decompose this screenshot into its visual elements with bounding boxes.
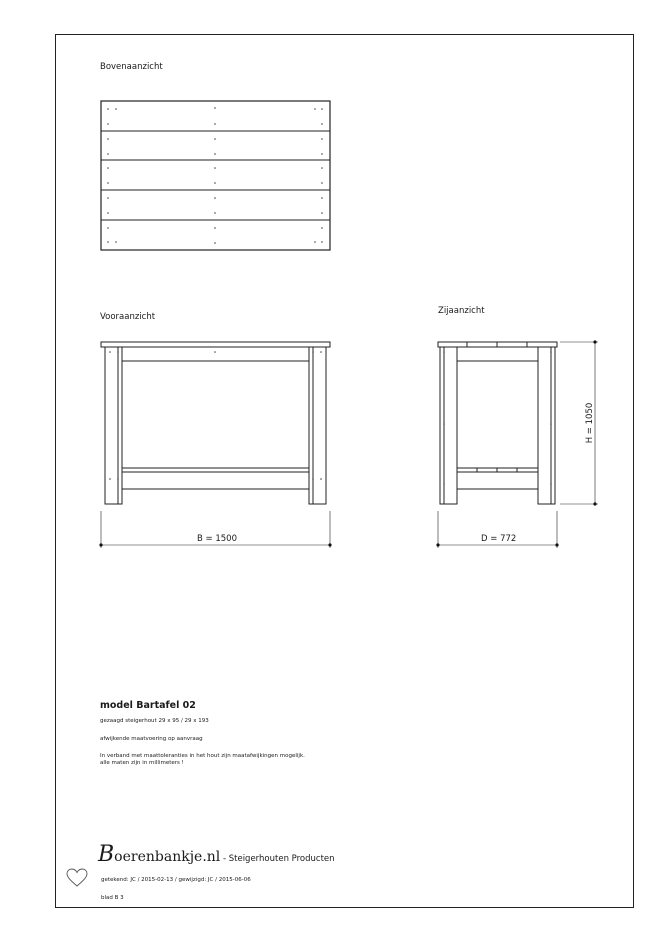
units-note: alle maten zijn in millimeters ! (100, 760, 184, 766)
custom-size-note: afwijkende maatvoering op aanvraag (100, 736, 203, 742)
brand-logo (98, 842, 335, 867)
side-view-bolt-holes (443, 351, 552, 485)
top-view (101, 101, 330, 250)
top-view-screw-holes (107, 107, 323, 244)
brand-tagline: - Steigerhouten Producten (220, 854, 335, 864)
top-view-label: Bovenaanzicht (100, 62, 163, 72)
sheet-number: blad B 3 (101, 895, 124, 901)
depth-dimension-label: D = 772 (481, 534, 517, 544)
model-title: model Bartafel 02 (100, 700, 196, 711)
heart-icon (66, 868, 88, 888)
brand-site: oerenbankje.nl (114, 849, 221, 865)
front-view-label: Vooraanzicht (100, 312, 156, 322)
front-view-bolt-holes (109, 351, 322, 480)
height-dimension-label: H = 1050 (585, 402, 595, 444)
tolerance-note: In verband met maattoleranties in het hout zijn maatafwijkingen mogelijk. (100, 753, 305, 759)
front-view (101, 342, 330, 504)
material-note: gezaagd steigerhout 29 x 95 / 29 x 193 (100, 718, 209, 724)
brand-initial: B (98, 842, 115, 867)
width-dimension-label: B = 1500 (197, 534, 237, 544)
side-view-label: Zijaanzicht (438, 306, 485, 316)
drawn-by-info: getekend: JC / 2015-02-13 / gewijzigd: JC / 2015-06-06 (101, 877, 251, 883)
side-view (438, 342, 557, 504)
